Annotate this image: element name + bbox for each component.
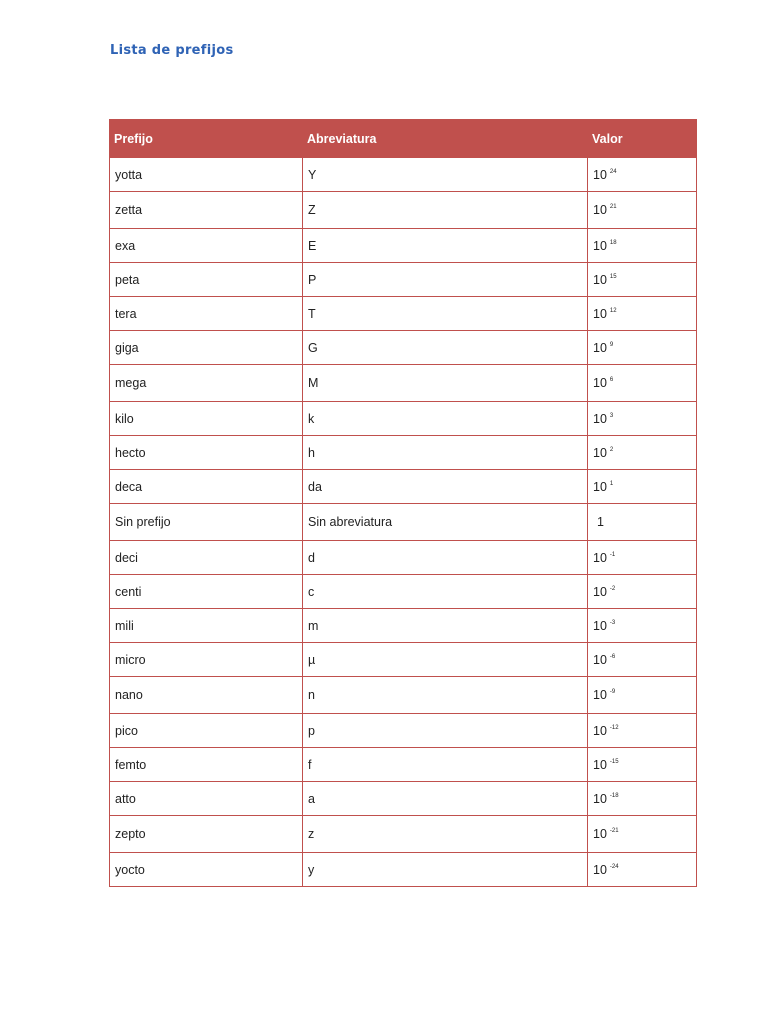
abbreviation-cell: µ: [303, 643, 588, 677]
value-cell: [588, 643, 697, 677]
abbreviation-cell: k: [303, 402, 588, 436]
prefix-cell: atto: [110, 782, 303, 816]
value-cell: [588, 402, 697, 436]
abbreviation-cell: c: [303, 575, 588, 609]
value-exponent: -9: [609, 689, 616, 695]
page-title: Lista de prefijos: [110, 43, 234, 58]
abbreviation-cell: h: [303, 436, 588, 470]
prefix-cell: Sin prefijo: [110, 504, 303, 541]
table-row: [110, 748, 697, 782]
abbreviation-cell: a: [303, 782, 588, 816]
prefix-cell: exa: [110, 229, 303, 263]
value-exponent: -18: [609, 792, 619, 799]
table-row: [110, 677, 697, 714]
table-row: [110, 575, 697, 609]
value-base: 10: [593, 862, 607, 877]
value-exponent: 24: [609, 168, 617, 175]
prefix-cell: hecto: [110, 436, 303, 470]
abbreviation-cell: M: [303, 365, 588, 402]
value-exponent: -2: [609, 585, 616, 592]
table-header-row: [110, 120, 697, 158]
table-row: [110, 263, 697, 297]
value-exponent: -6: [609, 653, 616, 660]
value-cell: [588, 331, 697, 365]
abbreviation-cell: P: [303, 263, 588, 297]
value-base: 10: [593, 167, 607, 182]
value-base: 10: [593, 306, 607, 321]
value-base: 10: [593, 723, 607, 738]
prefix-cell: mega: [110, 365, 303, 402]
prefix-cell: centi: [110, 575, 303, 609]
abbreviation-cell: E: [303, 229, 588, 263]
value-cell: [588, 470, 697, 504]
value-base: 10: [593, 584, 607, 599]
table-row: [110, 297, 697, 331]
table-row: [110, 643, 697, 677]
abbreviation-cell: m: [303, 609, 588, 643]
value-exponent: -24: [609, 863, 619, 870]
prefix-cell: deca: [110, 470, 303, 504]
value-cell: [588, 575, 697, 609]
prefix-cell: pico: [110, 714, 303, 748]
value-cell: [588, 853, 697, 887]
abbreviation-cell: Z: [303, 192, 588, 229]
prefix-cell: mili: [110, 609, 303, 643]
prefix-cell: tera: [110, 297, 303, 331]
column-header-value: Valor: [588, 120, 697, 158]
prefix-cell: nano: [110, 677, 303, 714]
table-row: [110, 816, 697, 853]
abbreviation-cell: da: [303, 470, 588, 504]
value-cell: [588, 263, 697, 297]
prefix-cell: femto: [110, 748, 303, 782]
value-base: 10: [593, 652, 607, 667]
value-cell: [588, 748, 697, 782]
value-base: 10: [593, 827, 607, 841]
value-base: 10: [593, 203, 607, 217]
prefix-cell: kilo: [110, 402, 303, 436]
prefix-cell: zetta: [110, 192, 303, 229]
value-cell: [588, 436, 697, 470]
prefix-cell: micro: [110, 643, 303, 677]
table-row: [110, 158, 697, 192]
abbreviation-cell: G: [303, 331, 588, 365]
value-exponent: 9: [609, 341, 614, 348]
value-base: 10: [593, 757, 607, 772]
value-base: 10: [593, 411, 607, 426]
prefix-cell: yocto: [110, 853, 303, 887]
value-exponent: -21: [609, 828, 619, 834]
value-exponent: 2: [609, 446, 614, 453]
value-base: 10: [593, 791, 607, 806]
abbreviation-cell: Sin abreviatura: [303, 504, 588, 541]
value-base: 10: [593, 688, 607, 702]
table-row: [110, 402, 697, 436]
value-base: 1: [597, 515, 604, 529]
abbreviation-cell: Y: [303, 158, 588, 192]
value-cell: [588, 609, 697, 643]
value-exponent: 3: [609, 412, 614, 419]
table-row: [110, 714, 697, 748]
table-row: [110, 782, 697, 816]
value-cell: [588, 816, 697, 853]
value-cell: [588, 158, 697, 192]
value-cell: [588, 192, 697, 229]
table-row: [110, 853, 697, 887]
value-exponent: 12: [609, 307, 617, 314]
value-base: 10: [593, 550, 607, 565]
value-cell: [588, 782, 697, 816]
value-exponent: -15: [609, 758, 619, 765]
table-row: [110, 609, 697, 643]
value-cell: [588, 504, 697, 541]
abbreviation-cell: d: [303, 541, 588, 575]
value-base: 10: [593, 445, 607, 460]
abbreviation-cell: z: [303, 816, 588, 853]
value-exponent: -12: [609, 724, 619, 731]
abbreviation-cell: p: [303, 714, 588, 748]
value-cell: [588, 677, 697, 714]
value-exponent: -1: [609, 551, 616, 558]
table-row: [110, 541, 697, 575]
value-exponent: 6: [609, 377, 614, 383]
value-base: 10: [593, 238, 607, 253]
value-cell: [588, 541, 697, 575]
table-row: [110, 331, 697, 365]
prefix-cell: zepto: [110, 816, 303, 853]
column-header-abbreviation: Abreviatura: [303, 120, 588, 158]
value-base: 10: [593, 618, 607, 633]
value-base: 10: [593, 272, 607, 287]
value-cell: [588, 229, 697, 263]
value-exponent: 21: [609, 204, 617, 210]
abbreviation-cell: y: [303, 853, 588, 887]
prefix-table: [109, 119, 697, 887]
abbreviation-cell: T: [303, 297, 588, 331]
table-row: [110, 504, 697, 541]
value-exponent: 1: [609, 480, 614, 487]
value-exponent: -3: [609, 619, 616, 626]
prefix-cell: peta: [110, 263, 303, 297]
value-base: 10: [593, 340, 607, 355]
prefix-cell: yotta: [110, 158, 303, 192]
prefix-cell: deci: [110, 541, 303, 575]
value-cell: [588, 365, 697, 402]
column-header-prefix: Prefijo: [110, 120, 303, 158]
abbreviation-cell: f: [303, 748, 588, 782]
abbreviation-cell: n: [303, 677, 588, 714]
value-exponent: 15: [609, 273, 617, 280]
table-row: [110, 192, 697, 229]
value-exponent: 18: [609, 239, 617, 246]
table-row: [110, 436, 697, 470]
table-row: [110, 365, 697, 402]
value-cell: [588, 714, 697, 748]
value-cell: [588, 297, 697, 331]
value-base: 10: [593, 479, 607, 494]
table-row: [110, 470, 697, 504]
prefix-cell: giga: [110, 331, 303, 365]
table-row: [110, 229, 697, 263]
value-base: 10: [593, 376, 607, 390]
